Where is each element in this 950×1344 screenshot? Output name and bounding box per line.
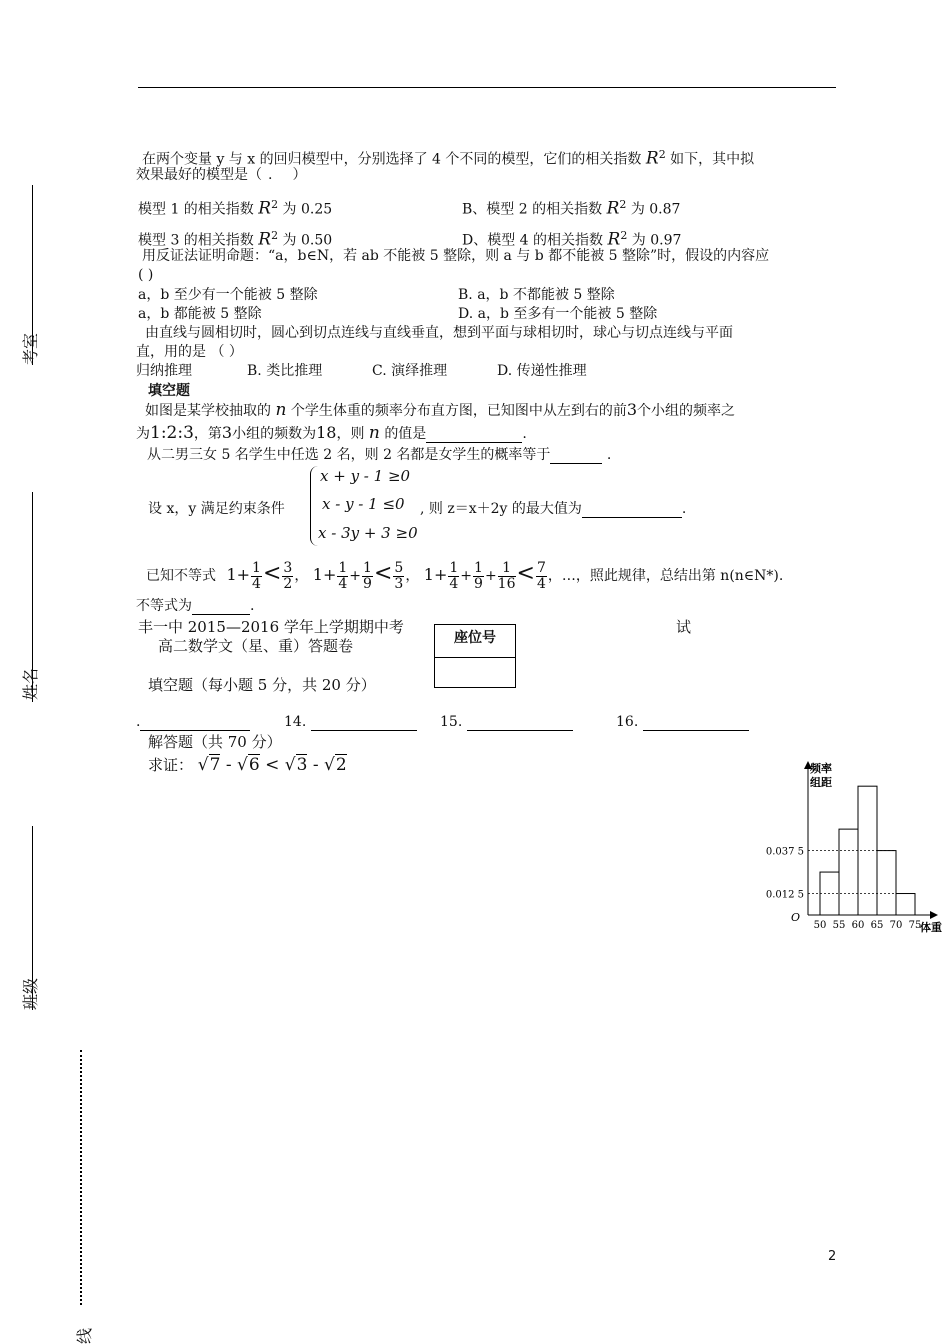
- q16-stem-2: 不等式为 .: [136, 598, 255, 614]
- x-axis-label: 体重: [920, 921, 942, 934]
- q-regression-option-b: B、模型 2 的相关指数 $R^2$ 为 0.87: [462, 198, 681, 219]
- q-regression-option-d: D、模型 4 的相关指数 $R^2$ 为 0.97: [462, 229, 682, 250]
- q-reasoning-option-a: 归纳推理: [136, 363, 192, 379]
- prove-statement: 求证： √7 - √6 < √3 - √2: [148, 755, 347, 775]
- histogram-bar-70-75: [896, 894, 915, 915]
- page-number: 2: [828, 1249, 837, 1264]
- x-tick-label: 55: [832, 920, 846, 931]
- q13-stem: 如图是某学校抽取的 n 个学生体重的频率分布直方图，已知图中从左到右的前3个小组的频率之: [145, 400, 736, 420]
- q14-stem: 从二男三女 5 名学生中任选 2 名，则 2 名都是女学生的概率等于 .: [147, 447, 612, 463]
- q-reasoning-option-b: B. 类比推理: [247, 363, 323, 379]
- q-reasoning-option-d: D. 传递性推理: [497, 363, 587, 379]
- x-tick-label: 60: [851, 920, 865, 931]
- answer-fill-title: 填空题（每小题 5 分，共 20 分）: [148, 676, 376, 694]
- q-contra-option-c: a，b 都能被 5 整除: [138, 306, 262, 322]
- origin-label: O: [791, 911, 801, 924]
- answer-solve-title: 解答题（共 70 分）: [148, 733, 282, 751]
- q-contra-option-b: B. a，b 不都能被 5 整除: [458, 287, 615, 303]
- q-regression-option-c: 模型 3 的相关指数 $R^2$ 为 0.50: [138, 229, 333, 250]
- q15-post: , 则 z＝x＋2y 的最大值为 .: [420, 501, 687, 517]
- q15-constraint-3: x - 3y + 3 ≥0: [318, 524, 418, 542]
- y-axis-label-2: 组距: [810, 776, 832, 789]
- q-reasoning-stem-2: 直，用的是 （ ）: [136, 344, 243, 360]
- q-regression-stem-2: 效果最好的模型是（ . ）: [136, 167, 307, 183]
- binding-line-label: 线: [75, 1327, 94, 1344]
- q-regression-stem: 在两个变量 y 与 x 的回归模型中，分别选择了 4 个不同的模型，它们的相关指数 $R^2$ 如下，其中拟: [142, 148, 755, 169]
- q-contra-option-a: a，b 至少有一个能被 5 整除: [138, 287, 318, 303]
- answer-sheet-school: 丰一中 2015—2016 学年上学期期中考: [138, 618, 404, 636]
- q15-constraint-2: x - y - 1 ≤0: [322, 495, 405, 513]
- answer-sheet-school-tail: 试: [676, 618, 692, 636]
- q-reasoning-stem: 由直线与圆相切时，圆心到切点连线与直线垂直，想到平面与球相切时，球心与切点连线与平面: [145, 325, 733, 341]
- binding-dotted-line: [80, 1050, 82, 1305]
- fill-section-heading: 填空题: [148, 383, 190, 399]
- answer-blank-13[interactable]: .: [136, 713, 250, 731]
- exam-room-label: 考室: [21, 332, 40, 365]
- answer-sheet-subtitle: 高二数学文（星、重）答题卷: [158, 637, 354, 655]
- header-rule: [138, 87, 836, 88]
- seat-number-box[interactable]: [434, 624, 516, 688]
- q-regression-option-a: 模型 1 的相关指数 $R^2$ 为 0.25: [138, 198, 333, 219]
- q-contra-option-d: D. a，b 至多有一个能被 5 整除: [458, 306, 658, 322]
- class-label: 班级: [21, 977, 40, 1010]
- y-tick-label: 0.037 5: [765, 846, 804, 858]
- q16-stem: 已知不等式 1+ $\frac{1}{4}$ < $\frac{3}{2}$ ， 1+ $\frac{1}{4}$ + $\frac{1}{9}$ < $\frac{5}{3}$ ， 1+ $\frac{1}{4}$ + $\frac{1}{9}$ + $\frac{1}{16}$ < $\frac{7}{4}$ ，…，照此规律，总结出第 n(n∈N*).: [146, 559, 784, 592]
- x-tick-label: 75: [908, 920, 922, 931]
- q-contra-paren: ( ): [138, 267, 154, 283]
- histogram-bar-65-70: [877, 851, 896, 915]
- x-tick-label: 50: [813, 920, 827, 931]
- answer-blank-16[interactable]: 16.: [616, 713, 749, 731]
- q-contra-stem: 用反证法证明命题：“a，b∈N，若 ab 不能被 5 整除，则 a 与 b 都不能被 5 整除”时，假设的内容应: [142, 248, 770, 264]
- seat-number-label: 座位号: [435, 625, 515, 658]
- name-label: 姓名: [21, 667, 40, 700]
- frequency-histogram: [750, 755, 950, 945]
- x-tick-label: 70: [889, 920, 903, 931]
- answer-blank-15[interactable]: 15.: [440, 713, 573, 731]
- answer-blank-14[interactable]: 14.: [284, 713, 417, 731]
- q-reasoning-option-c: C. 演绎推理: [372, 363, 448, 379]
- histogram-bar-55-60: [839, 829, 858, 915]
- q13-stem-2: 为1:2:3，第3小组的频数为18，则 n 的值是 .: [136, 423, 527, 443]
- q15-pre: 设 x，y 满足约束条件: [148, 501, 285, 517]
- q15-constraint-1: x + y - 1 ≥0: [320, 467, 411, 485]
- y-axis-label-1: 频率: [810, 762, 832, 775]
- x-tick-label: 65: [870, 920, 884, 931]
- y-tick-label: 0.012 5: [765, 889, 804, 901]
